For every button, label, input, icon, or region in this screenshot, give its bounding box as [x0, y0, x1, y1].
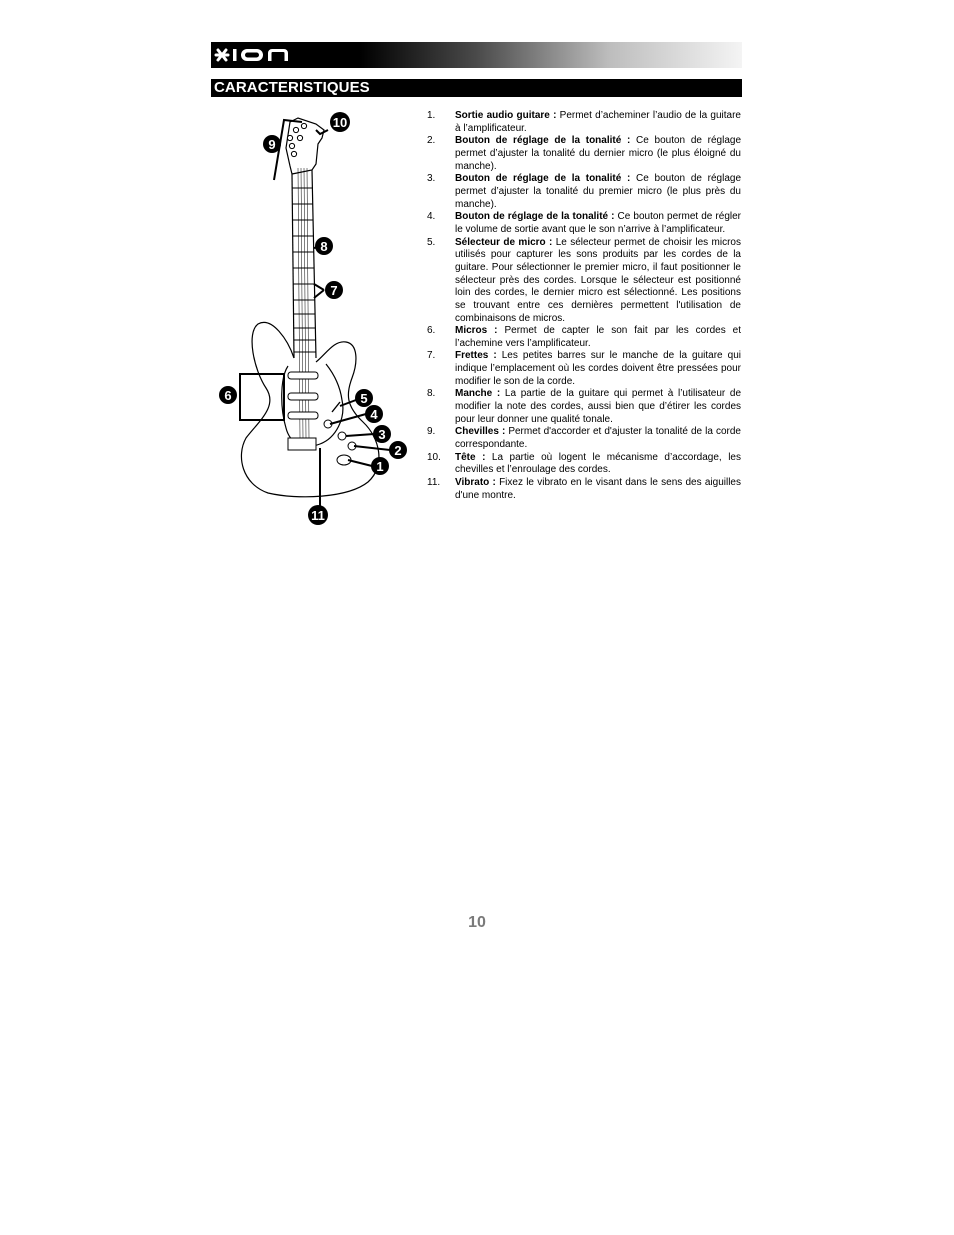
- item-number: 5.: [427, 236, 436, 248]
- list-item: [425, 325, 741, 350]
- list-item: [425, 426, 741, 451]
- svg-text:10: 10: [332, 115, 348, 130]
- svg-text:6: 6: [224, 388, 232, 403]
- item-term: Sortie audio guitare :: [455, 110, 557, 121]
- svg-text:7: 7: [330, 283, 338, 298]
- callout-11: [308, 505, 328, 525]
- item-term: Bouton de réglage de la tonalité :: [455, 211, 615, 223]
- item-term: Sélecteur de micro :: [455, 236, 553, 248]
- callout-2: [389, 441, 407, 459]
- item-term: Bouton de réglage de la tonalité :: [455, 173, 631, 185]
- list-item: [425, 173, 741, 211]
- item-text: La partie de la guitare qui permet à l’utilisateur de modifier la note des cordes, aussi bien que d’étirer les cordes pour leur donner une qualité tonale.: [455, 388, 742, 425]
- section-title: CARACTERISTIQUES: [214, 79, 370, 96]
- guitar-illustration: [224, 108, 418, 528]
- feature-list: [425, 110, 741, 502]
- item-term: Manche :: [455, 388, 501, 400]
- item-number: 3.: [427, 173, 436, 185]
- list-item: [425, 350, 741, 388]
- item-number: 1.: [427, 110, 436, 121]
- section-header: [211, 79, 742, 97]
- list-item: [425, 211, 741, 236]
- svg-text:3: 3: [378, 427, 386, 442]
- control-knobs: [324, 420, 356, 465]
- list-item: [425, 477, 741, 502]
- guitar-diagram: [224, 108, 418, 528]
- pickup-selector: [332, 402, 340, 412]
- item-number: 11.: [427, 477, 441, 489]
- svg-text:5: 5: [360, 391, 368, 406]
- item-number: 8.: [427, 388, 436, 400]
- item-term: Chevilles :: [455, 426, 506, 438]
- callout-badges: [219, 112, 407, 525]
- item-text: Permet d'accorder et d'ajuster la tonalité de la corde correspondante.: [455, 426, 741, 451]
- svg-text:9: 9: [268, 137, 276, 152]
- item-number: 10.: [427, 451, 441, 463]
- svg-text:2: 2: [394, 443, 402, 458]
- item-text: Ce bouton permet de régler le volume de sortie avant que le son n’arrive à l’amplificateur.: [455, 211, 741, 235]
- list-item: [425, 110, 741, 135]
- callout-1: [371, 457, 389, 475]
- item-term: Bouton de réglage de la tonalité :: [455, 135, 631, 147]
- svg-text:4: 4: [370, 407, 378, 422]
- list-item: [425, 237, 741, 326]
- svg-text:1: 1: [376, 459, 384, 474]
- callout-3: [373, 425, 391, 443]
- item-term: Micros :: [455, 325, 498, 337]
- brand-logo: [214, 45, 304, 65]
- pickups: [288, 372, 318, 419]
- list-item: [425, 388, 741, 426]
- item-text: Ce bouton de réglage permet d’ajuster la tonalité du dernier micro (le plus éloigné du manche).: [455, 135, 742, 172]
- callout-10: [330, 112, 350, 132]
- item-number: 7.: [427, 350, 436, 362]
- callout-9: [263, 135, 281, 153]
- list-item: [425, 135, 741, 173]
- item-number: 4.: [427, 211, 436, 223]
- callout-7: [325, 281, 343, 299]
- item-number: 6.: [427, 325, 436, 337]
- tuning-pegs: [287, 123, 306, 156]
- item-text: Permet de capter le son fait par les cordes et l’achemine vers l’amplificateur.: [455, 325, 741, 349]
- ion-logo-icon: [214, 45, 304, 65]
- item-term: Frettes :: [455, 350, 497, 362]
- callout-4: [365, 405, 383, 423]
- item-number: 9.: [427, 426, 436, 438]
- callout-8: [315, 237, 333, 255]
- svg-text:8: 8: [320, 239, 328, 254]
- item-number: 2.: [427, 135, 436, 147]
- item-term: Vibrato :: [455, 477, 496, 489]
- item-text: Ce bouton de réglage permet d’ajuster la tonalité du premier micro (le plus près du manche).: [455, 173, 742, 210]
- header-bar: [211, 42, 742, 68]
- item-text: Permet d’acheminer l’audio de la guitare à l’amplificateur.: [455, 110, 741, 134]
- item-text: Fixez le vibrato en le visant dans le sens des aiguilles d'une montre.: [455, 477, 741, 501]
- list-item: [425, 452, 741, 477]
- callout-5: [355, 389, 373, 407]
- page-number: 10: [468, 914, 486, 931]
- item-term: Tête :: [455, 451, 486, 463]
- item-text: Les petites barres sur le manche de la guitare qui indique l’emplacement où les cordes doivent être pressées pour modifier le son de la corde.: [455, 350, 741, 387]
- svg-text:11: 11: [311, 508, 325, 523]
- bridge: [288, 438, 316, 450]
- callout-6-badge: [219, 386, 237, 404]
- item-text: La partie où logent le mécanisme d’accordage, les chevilles et l’enroulage des cordes.: [455, 451, 741, 476]
- item-text: Le sélecteur permet de choisir les micros utilisés pour capturer les sons produits par les cordes de la guitare. Pour sélectionner le premier micro, il faut positionner le sélecteur près des cordes. Lorsque le sélecteur est positionné loin des cordes, le dernier micro est sélectionné. Les positions se trouvant entre ces dernières permettent l'utilisation de combinaisons de micros.: [455, 236, 741, 324]
